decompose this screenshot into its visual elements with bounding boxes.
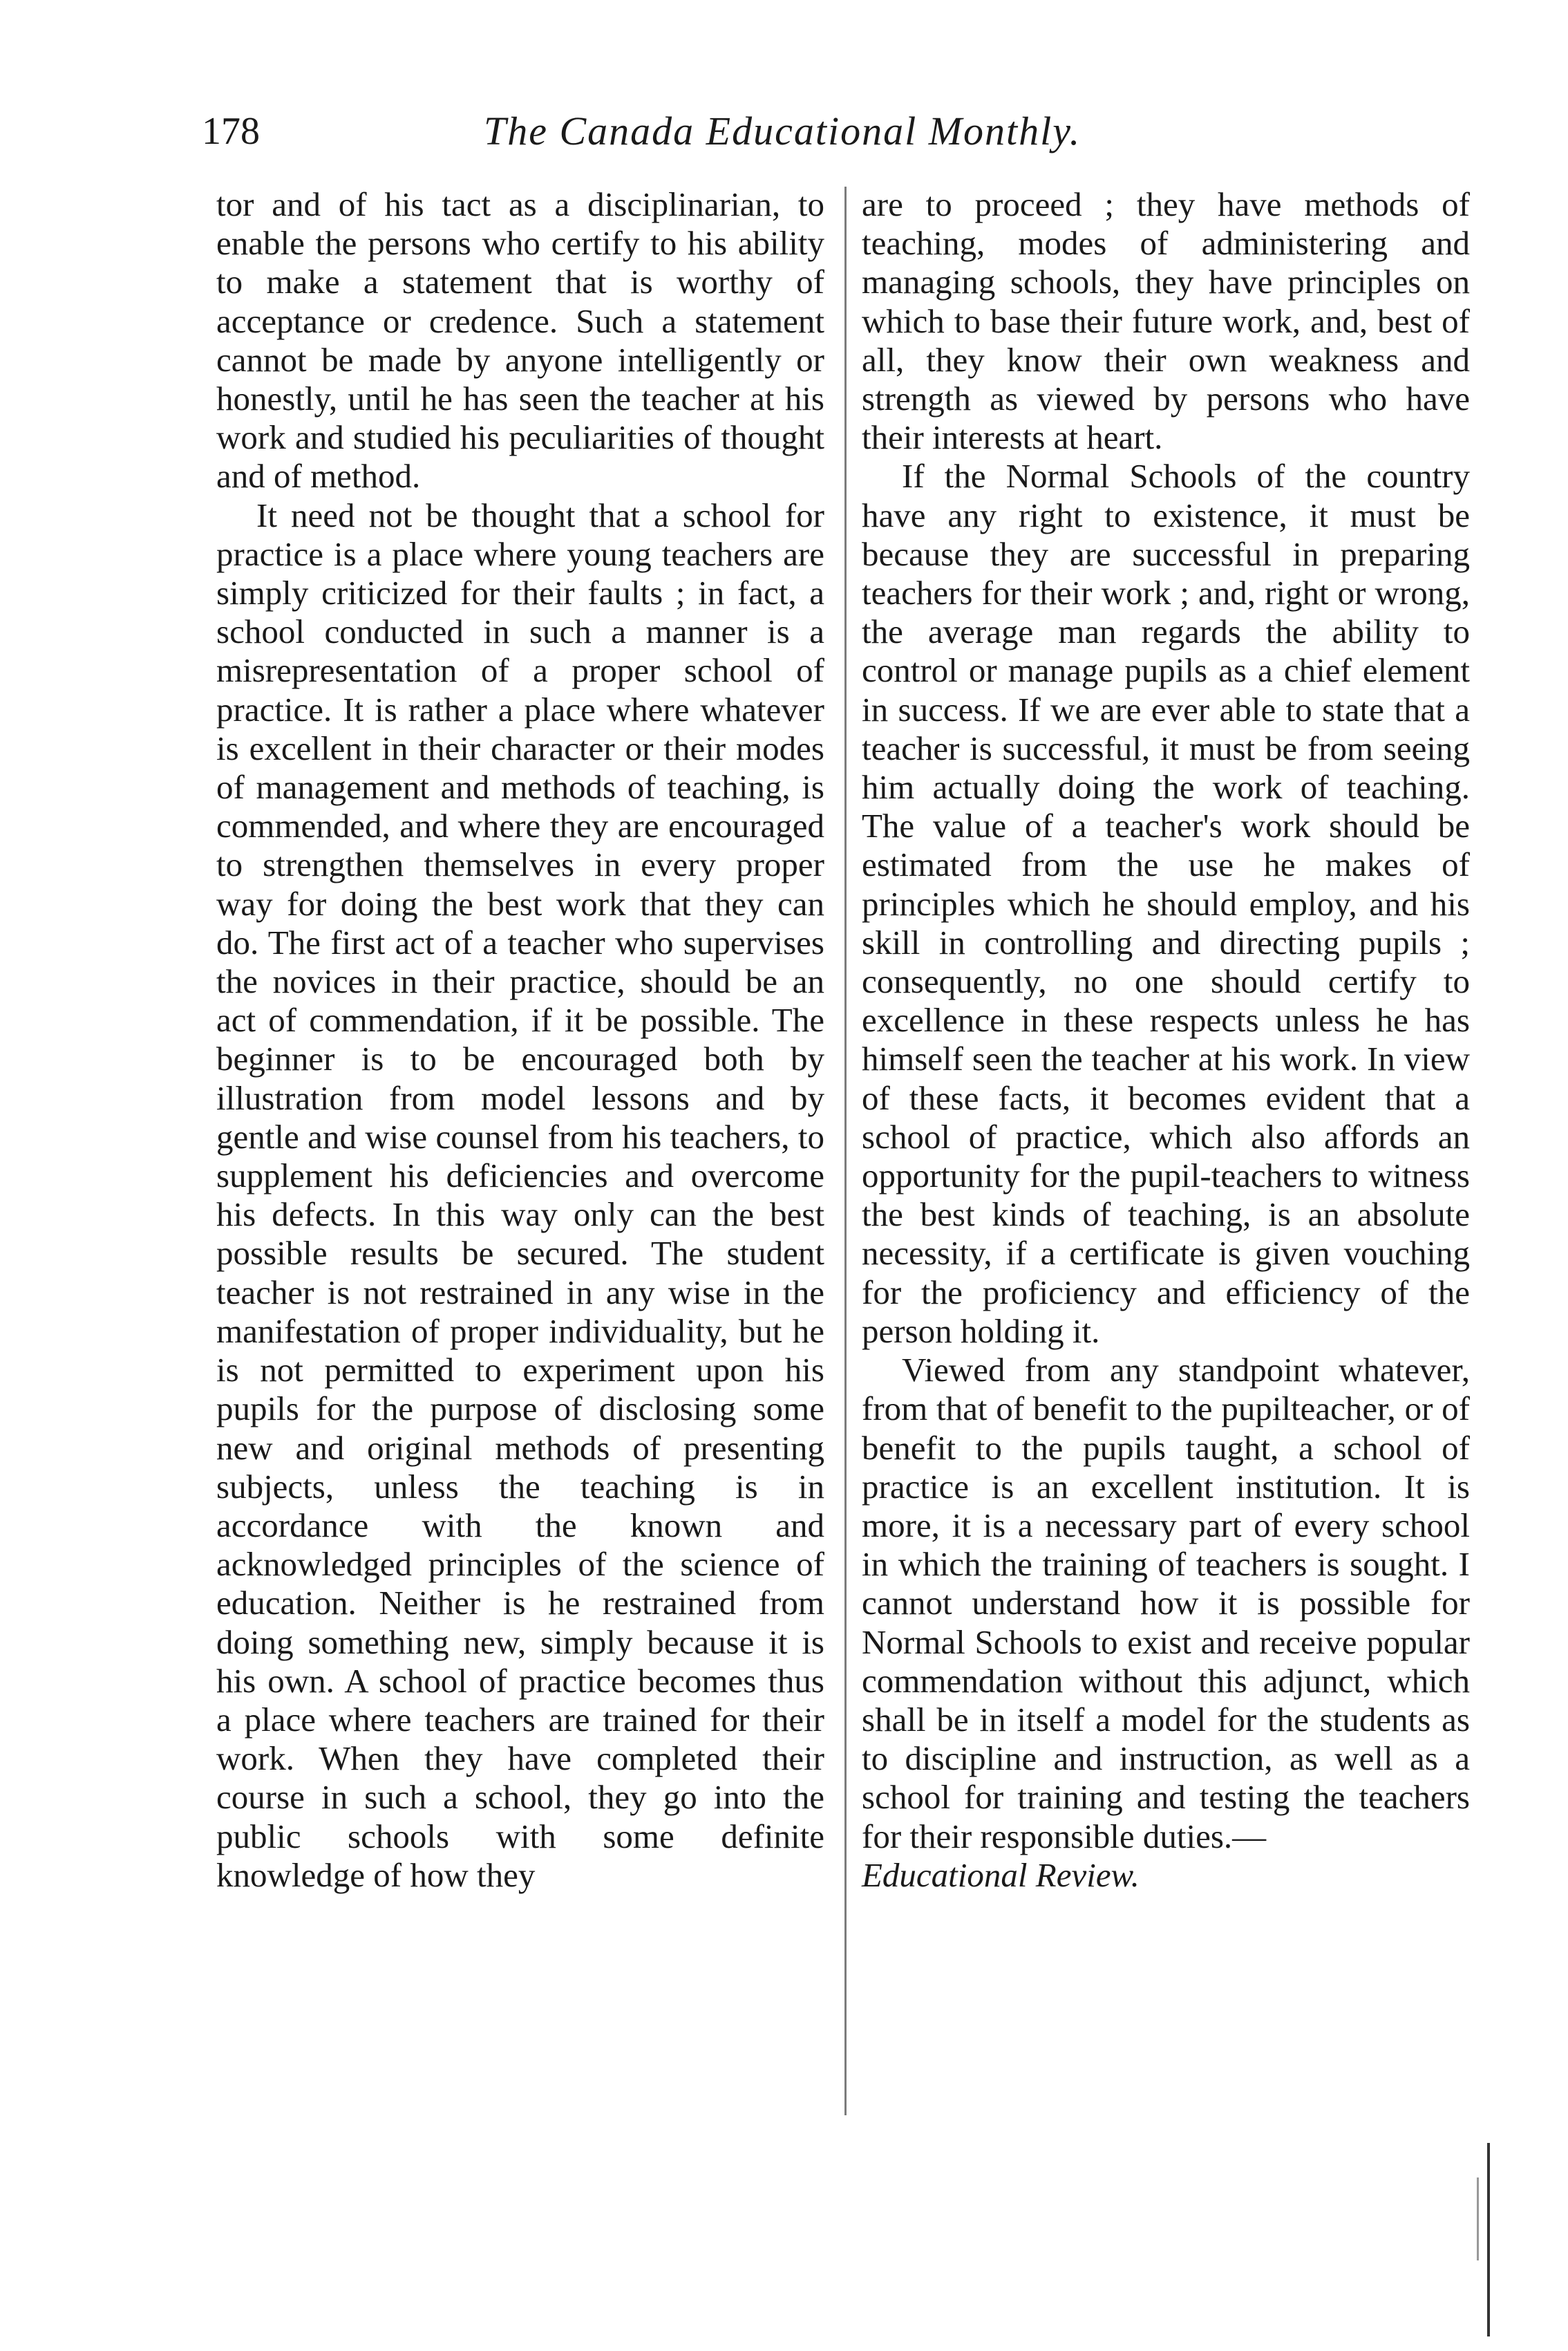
left-paragraph-1: tor and of his tact as a disciplinarian, to enable the persons who certify to his ability to make a statement that is worthy of acceptance or credence. Such a statement cannot be made by anyone intelligently or honestly, until he has seen the teacher at his work and studied his peculiarities of thought and of method. (216, 185, 824, 496)
left-paragraph-2: It need not be thought that a school for practice is a place where young teachers are simply criticized for their faults ; in fact, a school conducted in such a manner is a misrepresentation of a proper school of practice. It is rather a place where whatever is excellent in their character or their modes of management and methods of teaching, is commended, and where they are encouraged to strengthen themselves in every proper way for doing the best work that they can do. The first act of a teacher who supervises the novices in their practice, should be an act of commendation, if it be possible. The beginner is to be encouraged both by illustration from model lessons and by gentle and wise counsel from his teachers, to supplement his deficiencies and overcome his defects. In this way only can the best possible results be secured. The student teacher is not restrained in any wise in the manifestation of proper individuality, but he is not permitted to experiment upon his pupils for the purpose of disclosing some new and original methods of presenting subjects, unless the teaching is in accordance with the known and acknowledged principles of the science of education. Neither is he restrained from doing something new, simply because it is his own. A school of practice becomes thus a place where teachers are trained for their work. When they have completed their course in such a school, they go into the public schools with some definite knowledge of how they (216, 496, 824, 1894)
running-head: The Canada Educational Monthly. (484, 109, 1081, 153)
page-number: 178 (202, 110, 260, 153)
right-column (862, 185, 1470, 1895)
page-edge-mark (1487, 2143, 1490, 2336)
column-divider-rule (844, 187, 847, 2115)
left-column (216, 185, 824, 1895)
source-credit-line (862, 1856, 1470, 1895)
page-edge-mark-faint (1477, 2177, 1479, 2260)
source-credit: Educational Review. (862, 1855, 1140, 1894)
right-paragraph-1: are to proceed ; they have methods of teaching, modes of administering and managing schools, they have principles on which to base their future work, and, best of all, they know their own weakness and strength as viewed by persons who have their interests at heart. (862, 185, 1470, 457)
right-paragraph-3: Viewed from any standpoint whatever, from that of benefit to the pupilteacher, or of benefit to the pupils taught, a school of practice is an excellent institution. It is more, it is a necessary part of every school in which the training of teachers is sought. I cannot understand how it is possible for Normal Schools to exist and receive popular commendation without this adjunct, which shall be in itself a model for the students as to discipline and instruction, as well as a school for training and testing the teachers for their responsible duties.— (862, 1351, 1470, 1855)
right-paragraph-2: If the Normal Schools of the country have any right to existence, it must be because they are successful in preparing teachers for their work ; and, right or wrong, the average man regards the ability to control or manage pupils as a chief element in success. If we are ever able to state that a teacher is successful, it must be from seeing him actually doing the work of teaching. The value of a teacher's work should be estimated from the use he makes of principles which he should employ, and his skill in controlling and directing pupils ; consequently, no one should certify to excellence in these respects unless he has himself seen the teacher at his work. In view of these facts, it becomes evident that a school of practice, which also affords an opportunity for the pupil-teachers to witness the best kinds of teaching, is an absolute necessity, if a certificate is given vouching for the proficiency and efficiency of the person holding it. (862, 457, 1470, 1350)
